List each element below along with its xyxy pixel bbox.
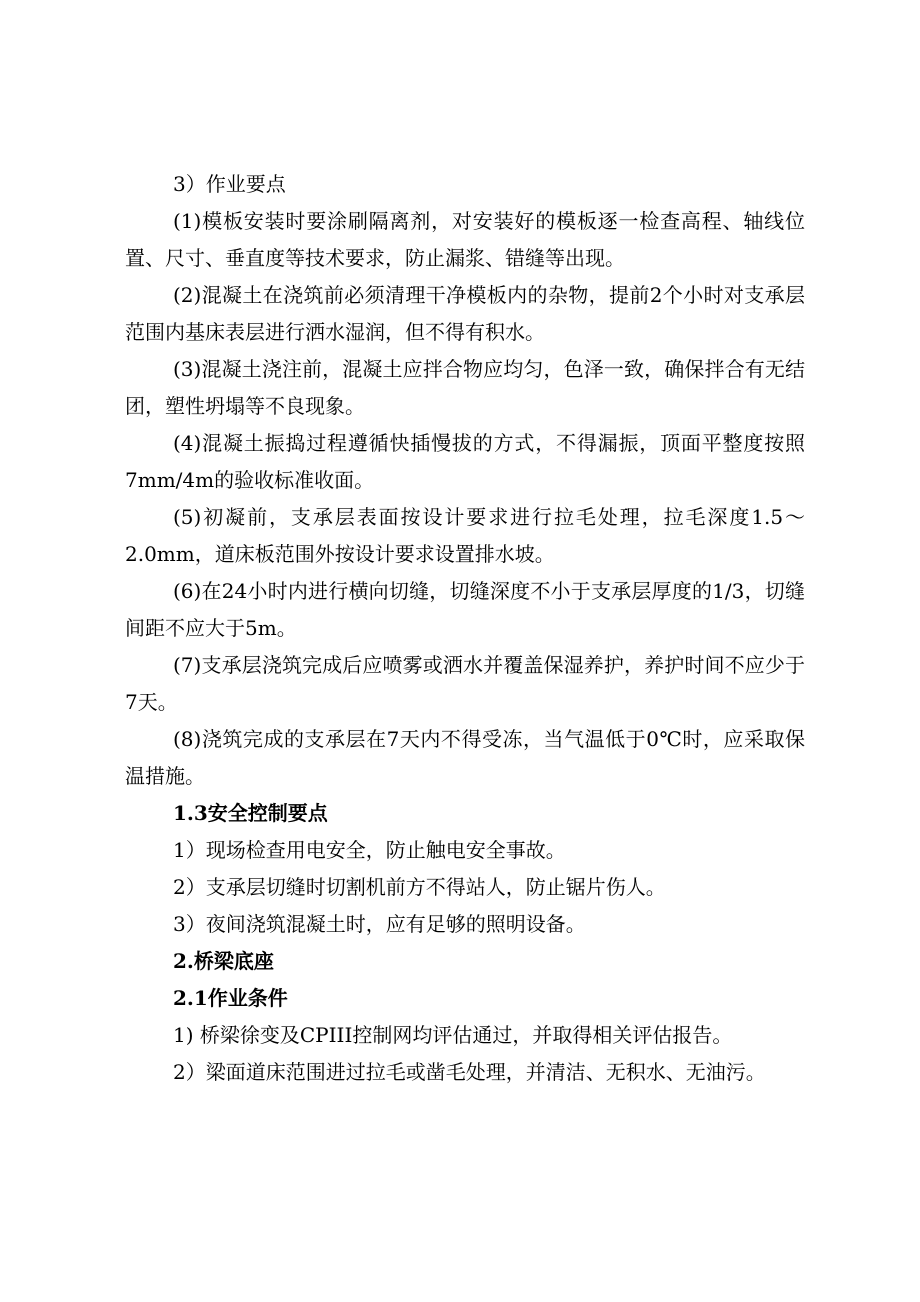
paragraph-item-6: (6)在24小时内进行横向切缝，切缝深度不小于支承层厚度的1/3，切缝间距不应大于5m。: [125, 579, 805, 640]
paragraph-item-3: (3)混凝土浇注前，混凝土应拌合物应均匀，色泽一致，确保拌合有无结团，塑性坍塌等不良现象。: [125, 357, 805, 418]
paragraph-safety-2: 2）支承层切缝时切割机前方不得站人，防止锯片伤人。: [173, 875, 666, 899]
paragraph-condition-1: 1) 桥梁徐变及CPIII控制网均评估通过，并取得相关评估报告。: [173, 1023, 733, 1047]
paragraph-safety-1: 1）现场检查用电安全，防止触电安全事故。: [173, 838, 566, 862]
paragraph-item-2: (2)混凝土在浇筑前必须清理干净模板内的杂物，提前2个小时对支承层范围内基床表层进行洒水湿润，但不得有积水。: [125, 283, 805, 344]
paragraph-item-7: (7)支承层浇筑完成后应喷雾或洒水并覆盖保湿养护，养护时间不应少于7天。: [125, 653, 805, 714]
paragraph-condition-2: 2）梁面道床范围进过拉毛或凿毛处理，并清洁、无积水、无油污。: [173, 1060, 766, 1084]
section-heading-work-conditions: 2.1作业条件: [173, 986, 288, 1010]
paragraph-item-1: (1)模板安装时要涂刷隔离剂，对安装好的模板逐一检查高程、轴线位置、尺寸、垂直度等技术要求，防止漏浆、错缝等出现。: [125, 209, 805, 270]
paragraph-item-4: (4)混凝土振捣过程遵循快插慢拔的方式，不得漏振，顶面平整度按照7mm/4m的验收标准收面。: [125, 431, 805, 492]
paragraph-item-8: (8)浇筑完成的支承层在7天内不得受冻，当气温低于0℃时，应采取保温措施。: [125, 727, 805, 788]
paragraph-work-points-heading: 3）作业要点: [173, 172, 286, 196]
section-heading-bridge-base: 2.桥梁底座: [173, 949, 274, 973]
document-page: [125, 166, 805, 1091]
paragraph-safety-3: 3）夜间浇筑混凝土时，应有足够的照明设备。: [173, 912, 586, 936]
paragraph-item-5: (5)初凝前，支承层表面按设计要求进行拉毛处理，拉毛深度1.5～2.0mm，道床板范围外按设计要求设置排水坡。: [125, 505, 805, 566]
section-heading-safety: 1.3安全控制要点: [173, 801, 328, 825]
